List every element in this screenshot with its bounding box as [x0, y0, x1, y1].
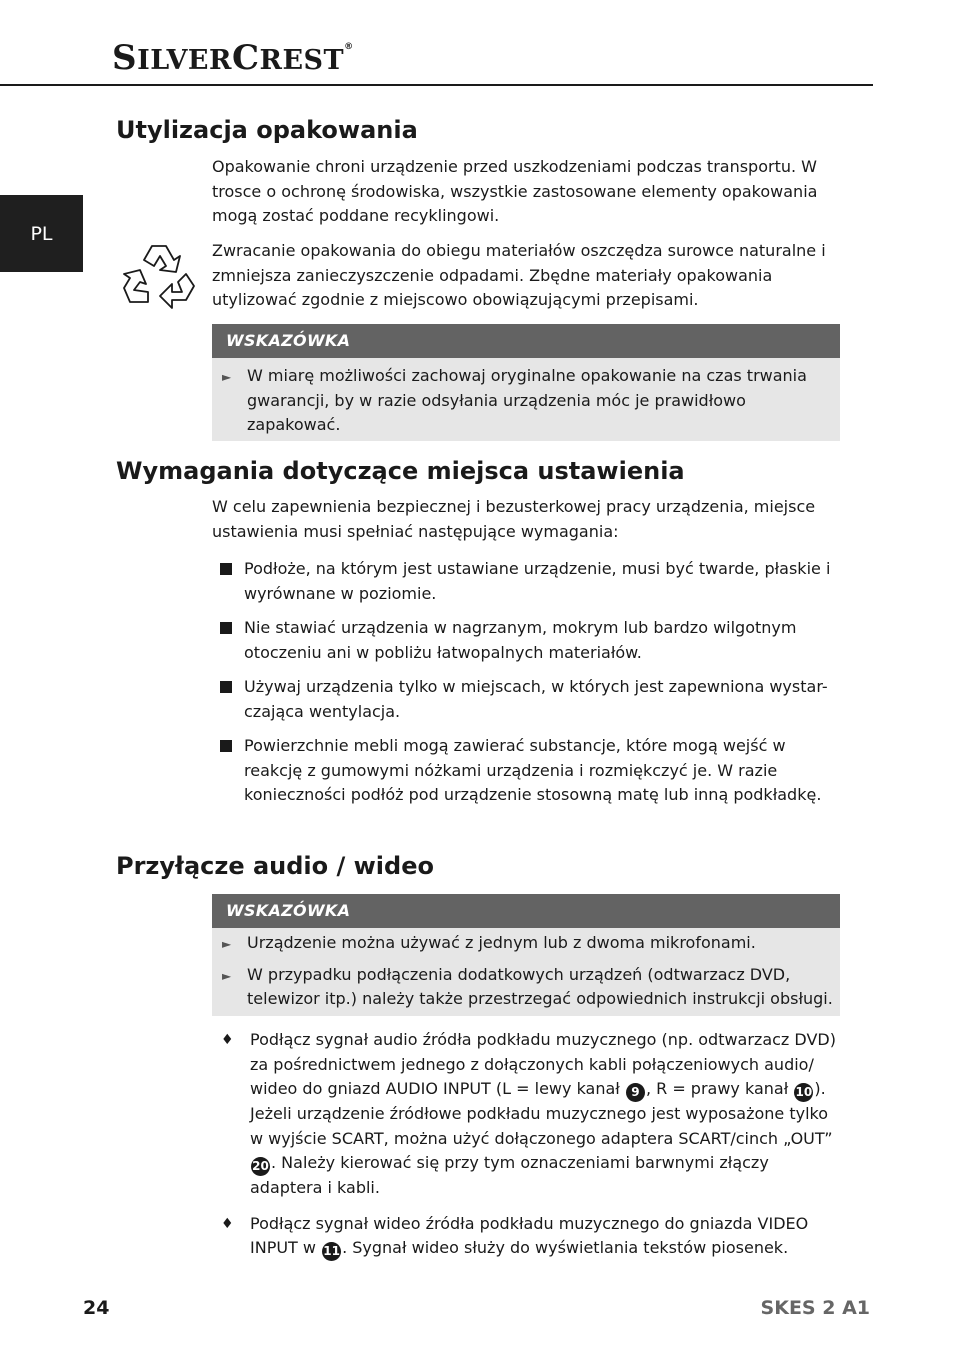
- recycle-icon: [122, 240, 206, 318]
- note-box-disposal: [212, 324, 840, 441]
- square-bullet-icon: [220, 681, 232, 693]
- section-title-disposal: Utylizacja opakowania: [116, 116, 418, 144]
- triangle-bullet-icon: ►: [222, 370, 232, 384]
- step-audio-connection: ♦ Podłącz sygnał audio źródła podkładu muzycznego (np. odtwarzacz DVD) za pośrednictwem jednego z dołączonych kabli połączeniowych audio/ wideo do gniazd AUDIO INPUT (L = lewy kanał 9 , R = prawy kanał 10 ). Jeżeli urządzenie źródłowe podkładu muzycznego jest wyposażone tylko w wyjście SCART, można użyć dołączonego adaptera SCART/cinch „OUT” 20 . Należy kierować się przy tym oznaczeniami barwnymi złączy adaptera i kabli.: [221, 1030, 836, 1197]
- connection-steps: [212, 1028, 842, 1261]
- list-item: Podłoże, na którym jest ustawiane urządzenie, musi być twarde, płaskie i wyrównane w poziomie.: [212, 557, 842, 606]
- diamond-bullet-icon: ♦: [221, 1032, 234, 1048]
- right-channel-badge: 10: [794, 1083, 813, 1102]
- square-bullet-icon: [220, 740, 232, 752]
- note-item: ► Urządzenie można używać z jednym lub z dwoma mikrofonami.: [212, 931, 840, 956]
- model-name: SKES 2 A1: [760, 1297, 870, 1319]
- header-rule: [0, 84, 873, 86]
- note-box-audio-video: [212, 894, 840, 1016]
- brand-logo: SILVERCREST®: [112, 38, 354, 78]
- disposal-paragraph-2: Zwracanie opakowania do obiegu materiałów oszczędza surowce naturalne i zmniejsza zanieczyszczenie odpadami. Zbędne materiały opakowania utylizować zgodnie z miejscowo obowiązującymi przepisami.: [212, 241, 826, 309]
- list-item: Nie stawiać urządzenia w nagrzanym, mokrym lub bardzo wilgotnym otoczeniu ani w pobliżu łatwopalnych materiałów.: [212, 616, 842, 665]
- left-channel-badge: 9: [626, 1083, 645, 1102]
- diamond-bullet-icon: ♦: [221, 1215, 234, 1232]
- placement-requirements-list: [212, 557, 842, 808]
- note-item: ► W miarę możliwości zachowaj oryginalne opakowanie na czas trwania gwarancji, by w razie odsyłania urządzenia móc je prawidłowo zapakować.: [222, 366, 807, 434]
- step-video-connection: ♦ Podłącz sygnał wideo źródła podkładu muzycznego do gniazda VIDEO INPUT w 11 . Sygnał wideo służy do wyświetlania tekstów piosenek.: [212, 1212, 842, 1262]
- disposal-paragraph-1: Opakowanie chroni urządzenie przed uszkodzeniami podczas transportu. W trosce o ochronę środowiska, wszystkie zastosowane elementy opakowania mogą zostać poddane recyklingowi.: [212, 157, 818, 225]
- note-header: WSKAZÓWKA: [212, 324, 840, 358]
- note-item: ► W przypadku podłączenia dodatkowych urządzeń (odtwarzacz DVD, telewizor itp.) należy także przestrzegać odpowiednich instrukcji obsługi.: [222, 964, 833, 1008]
- page-number: 24: [83, 1297, 110, 1319]
- scart-adapter-badge: 20: [251, 1157, 270, 1176]
- square-bullet-icon: [220, 622, 232, 634]
- note-header: WSKAZÓWKA: [212, 894, 840, 928]
- section-title-audio-video: Przyłącze audio / wideo: [116, 852, 434, 880]
- triangle-bullet-icon: ►: [222, 968, 232, 983]
- video-input-badge: 11: [322, 1242, 341, 1261]
- list-item: Powierzchnie mebli mogą zawierać substancje, które mogą wejść w reakcję z gumowymi nóżkami urządzenia i rozmiękczyć je. W razie konieczności podłóż pod urządzenie stosowną matę lub inną podkładkę.: [212, 734, 842, 808]
- list-item: Używaj urządzenia tylko w miejscach, w których jest zapewniona wystar-czająca wentylacja.: [212, 675, 842, 724]
- language-tab: PL: [0, 195, 83, 272]
- square-bullet-icon: [220, 563, 232, 575]
- triangle-bullet-icon: ►: [222, 937, 232, 951]
- placement-intro: W celu zapewnienia bezpiecznej i bezusterkowej pracy urządzenia, miejsce ustawienia musi spełniać następujące wymagania:: [212, 497, 816, 541]
- section-title-placement: Wymagania dotyczące miejsca ustawienia: [116, 457, 685, 485]
